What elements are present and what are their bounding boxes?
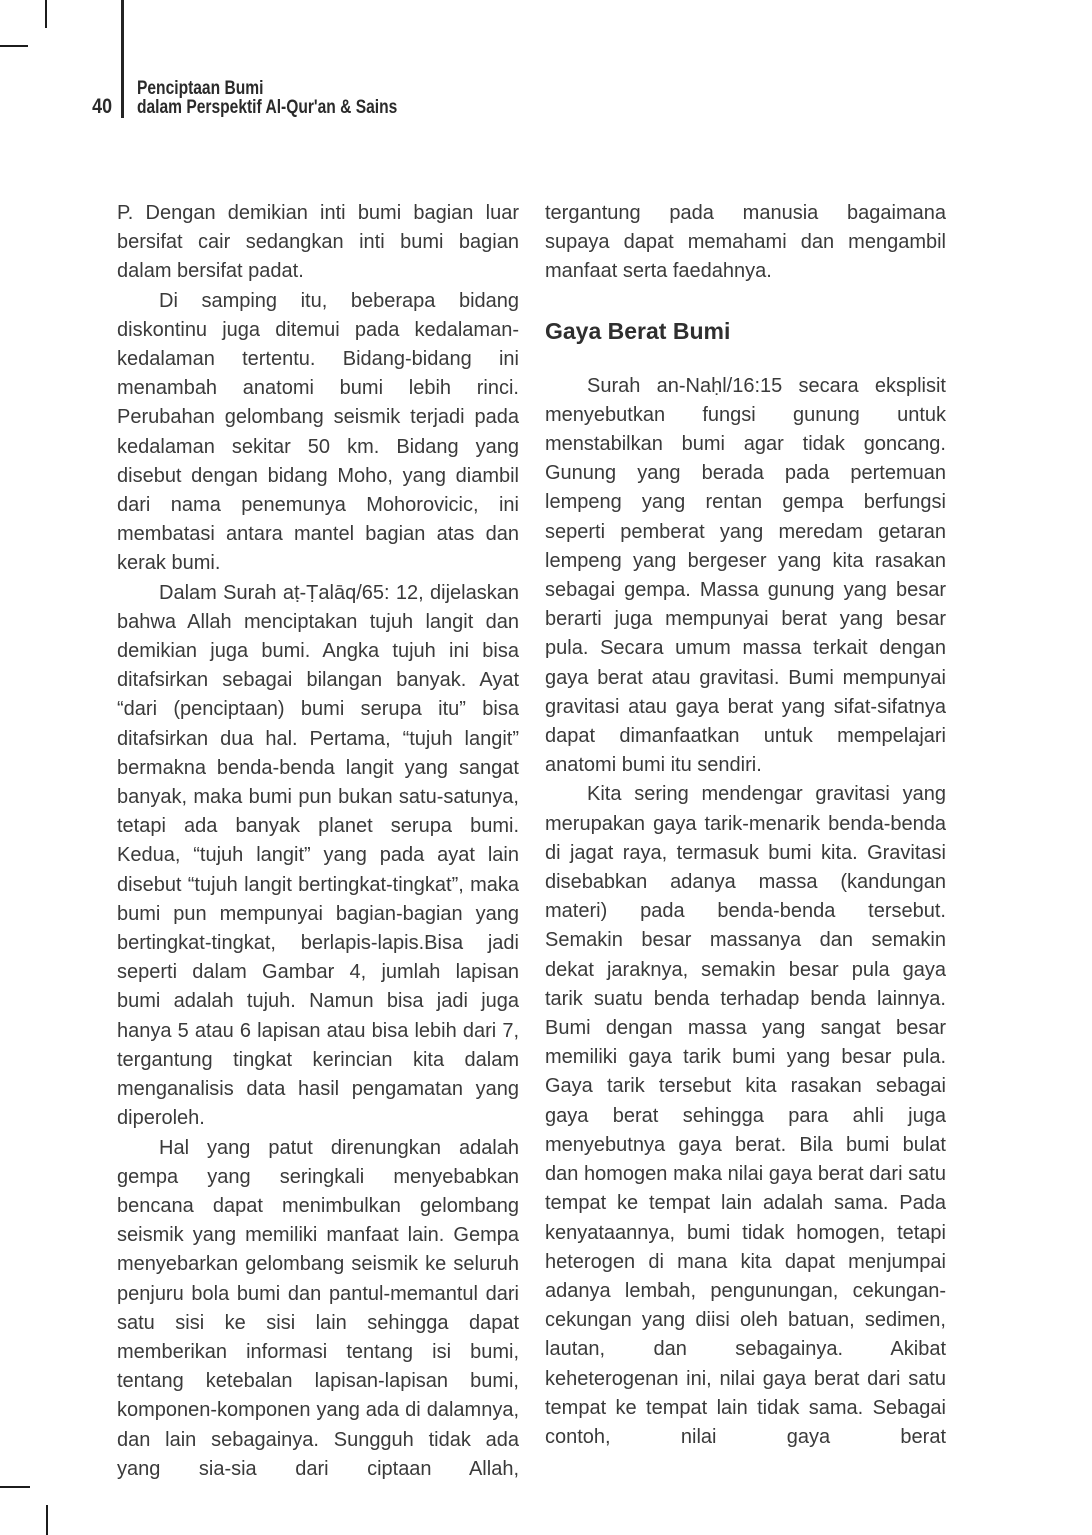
paragraph: Di samping itu, beberapa bidang diskontinu juga ditemui pada kedalaman-kedalaman tertentu. Bidang-bidang ini menambah anatomi bumi lebih rinci. Perubahan gelombang seismik terjadi pada kedalaman sekitar 50 km. Bidang yang disebut dengan bidang Moho, yang diambil dari nama penemunya Mohorovicic, ini membatasi antara mantel bagian atas dan kerak bumi.	[117, 289, 519, 575]
paragraph-continues-next-page: Kita sering mendengar gravitasi yang merupakan gaya tarik-menarik benda-benda di jagat raya, termasuk bumi kita. Gravitasi disebabkan adanya massa (kandungan materi) pada benda-benda tersebut. Semakin besar massanya dan semakin dekat jaraknya, semakin besar pula gaya tarik suatu benda terhadap benda lainnya. Bumi dengan massa yang sangat besar memiliki gaya tarik bumi yang besar pula. Gaya tarik tersebut kita rasakan sebagai gaya berat sehingga para ahli juga menyebutnya gaya berat. Bila bumi bulat dan homogen maka nilai gaya berat dari satu tempat ke tempat lain adalah sama. Pada kenyataannya, bumi tidak homogen, tetapi heterogen di mana kita dapat menjumpai adanya lembah, pengunungan, cekungan-cekungan yang diisi oleh batuan, sedimen, lautan, dan sebagainya. Akibat keheterogenan ini, nilai gaya berat dari satu tempat ke tempat lain tidak sama. Sebagai contoh, nilai gaya berat	[545, 783, 946, 1448]
crop-mark-top-left-vertical	[45, 0, 47, 28]
paragraph-continued-from-previous-page: P. Dengan demikian inti bumi bagian luar bersifat cair sedangkan inti bumi bagian dalam bersifat padat.	[117, 202, 519, 283]
crop-mark-bottom-left-vertical	[46, 1505, 48, 1535]
book-title	[137, 80, 397, 117]
left-column	[117, 199, 519, 1484]
paragraph-continues-next-column: Hal yang patut direnungkan adalah gempa yang seringkali menyebabkan bencana dapat menimbulkan gelombang seismik yang memiliki manfaat lain. Gempa menyebarkan gelombang seismik ke seluruh penjuru bola bumi dan pantul-memantul dari satu sisi ke sisi lain sehingga dapat memberikan informasi tentang isi bumi, tentang ketebalan lapisan-lapisan bumi, komponen-komponen yang ada di dalamnya, dan lain sebagainya. Sungguh tidak ada yang sia-sia dari ciptaan Allah,	[117, 1136, 519, 1480]
crop-mark-top-left-horizontal	[0, 45, 28, 47]
book-title-line2: dalam Perspektif Al-Qur'an & Sains	[137, 96, 398, 118]
section-heading: Gaya Berat Bumi	[545, 317, 731, 344]
header-rule	[121, 0, 124, 118]
paragraph-continued-from-left-column: tergantung pada manusia bagaimana supaya dapat memahami dan mengambil manfaat serta faedahnya.	[545, 202, 946, 283]
right-column	[545, 199, 946, 1452]
crop-mark-bottom-left-horizontal	[0, 1486, 30, 1488]
book-title-line1: Penciptaan Bumi	[137, 78, 264, 99]
paragraph: Surah an-Naḥl/16:15 secara eksplisit menyebutkan fungsi gunung untuk menstabilkan bumi agar tidak goncang. Gunung yang berada pada pertemuan lempeng yang rentan gempa berfungsi seperti pemberat yang meredam getaran lempeng yang bergeser yang kita rasakan sebagai gempa. Massa gunung yang besar berarti juga mempunyai berat yang besar pula. Secara umum massa terkait dengan gaya berat atau gravitasi. Bumi mempunyai gravitasi atau gaya berat yang sifat-sifatnya dapat dimanfaatkan untuk mempelajari anatomi bumi itu sendiri.	[545, 374, 946, 777]
page-number: 40	[92, 95, 112, 118]
paragraph: Dalam Surah aṭ-Ṭalāq/65: 12, dijelaskan bahwa Allah menciptakan tujuh langit dan demikian juga bumi. Angka tujuh ini bisa ditafsirkan sebagai bilangan banyak. Ayat “dari (penciptaan) bumi serupa itu” bisa ditafsirkan dua hal. Pertama, “tujuh langit” bermakna benda-benda langit yang sangat banyak, maka bumi pun bukan satu-satunya, tetapi ada banyak planet serupa bumi. Kedua, “tujuh langit” yang pada ayat lain disebut “tujuh langit bertingkat-tingkat”, maka bumi pun mempunyai bagian-bagian yang bertingkat-tingkat, berlapis-lapis.Bisa jadi seperti dalam Gambar 4, jumlah lapisan bumi adalah tujuh. Namun bisa jadi juga hanya 5 atau 6 lapisan atau bisa lebih dari 7, tergantung tingkat kerincian kita dalam menganalisis data hasil pengamatan yang diperoleh.	[117, 581, 519, 1130]
